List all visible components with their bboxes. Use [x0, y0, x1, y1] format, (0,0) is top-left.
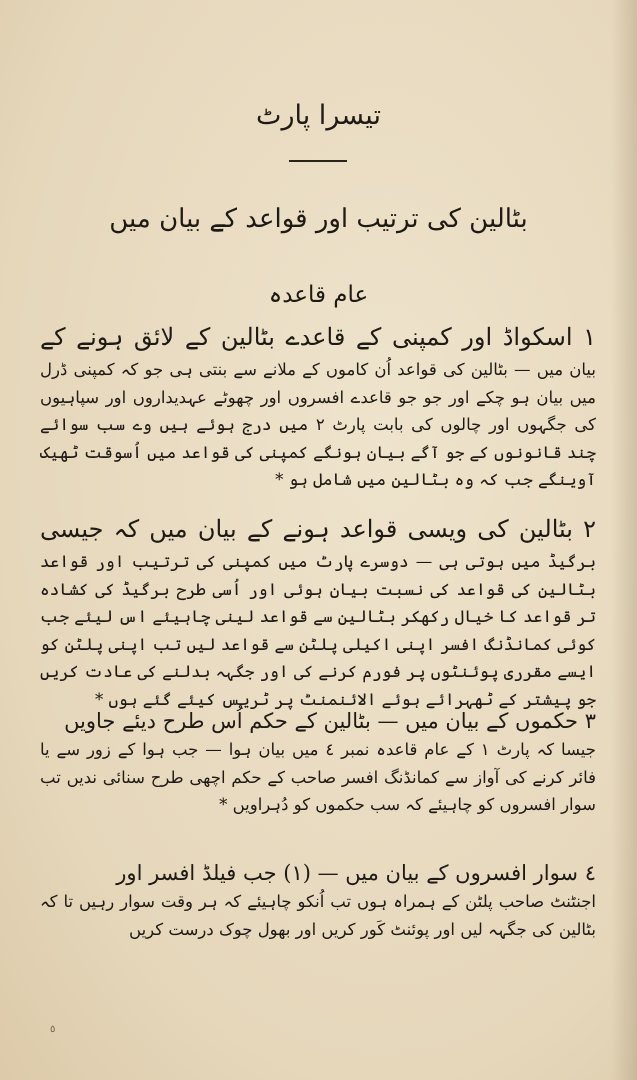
paragraph-1 [40, 318, 596, 494]
title-divider [289, 160, 347, 162]
paragraph-2-heading: ٢ بٹالین کی ویسی قواعد ہونے کے بیان میں کہ جیسی [40, 515, 596, 543]
paragraph-4 [40, 858, 596, 943]
section-title: بٹالین کی ترتیب اور قواعد کے بیان میں [109, 204, 528, 234]
paragraph-4-heading: ٤ سوار افسروں کے بیان میں — (١) جب فیلڈ افسر اور [116, 861, 596, 885]
sub-title: عام قاعدہ [268, 282, 369, 308]
page-mark: ٥ [50, 1024, 56, 1035]
paragraph-1-heading: ١ اسکواڈ اور کمپنی کے قاعدے بٹالین کے لائق ہونے کے [40, 323, 596, 351]
paragraph-3-body: جیسا کہ پارٹ ١ کے عام قاعدہ نمبر ٤ میں بیان ہوا — جب ہوا کے زور سے یا فائر کرنے کی آواز سے کمانڈنگ افسر صاحب کے حکم اچھی طرح سنائی ندیں تب سوار افسروں کو چاہیئے کہ سب حکموں کو دُہراویں * [40, 740, 596, 814]
paragraph-4-body: اجنٹنٹ صاحب پلٹن کے ہمراہ ہوں تب اُنکو چاہیئے کہ ہر وقت سوار رہیں تا کہ بٹالین کی جگہہ لیں اور پوئنٹ کَور کریں اور بھول چوک درست کریں [40, 892, 596, 939]
paragraph-1-body: بیان میں — بٹالین کی قواعد اُن کاموں کے ملانے سے بنتی ہی جو کہ کمپنی ڈرل میں بیان ہو چکے اور جو جو قاعدے افسروں اور چھوٹے عہدیداروں اور سپاہیوں کی جگہوں اور چالوں کی بابت پارٹ ٢ میں درج ہوئے ہیں وے سب سوائے چند قانونوں کے جو آگے بیان ہونگے کمپنی کی قواعد میں اُسوقت ٹھیک آوینگے جب کہ وہ بٹالین میں شامل ہو * [39, 360, 596, 489]
part-title: تیسرا پارٹ [256, 100, 381, 131]
paragraph-2 [40, 510, 596, 713]
paragraph-3 [40, 706, 596, 819]
page-edge-shadow [611, 0, 637, 1080]
paragraph-2-body: برگیڈ میں ہوتی ہی — دوسرے پارٹ میں کمپنی کی ترتیب اور قواعد بٹالین کی قواعد کی نسبت بیان ہوئی اور اُسی طرح برگیڈ کی کشادہ تر قواعد کا خیال رکھکر بٹالین سے قواعد لینی چاہیئے اس لیئے جب کوئی کمانڈنگ افسر اپنی اکیلی پلٹن سے قواعد لیں تب اپنی پلٹن کو ایسے مقرری پوئنٹوں پر فورم کرنے کی اور جگہہ بدلنے کی عادت کریں جو پیشتر کے ٹھہرائے ہوئے الائنمنٹ پر ٹریس کیئے گئے ہوں * [39, 552, 596, 709]
paragraph-3-heading: ٣ حکموں کے بیان میں — بٹالین کے حکم اُس طرح دیئے جاویں [64, 709, 596, 733]
